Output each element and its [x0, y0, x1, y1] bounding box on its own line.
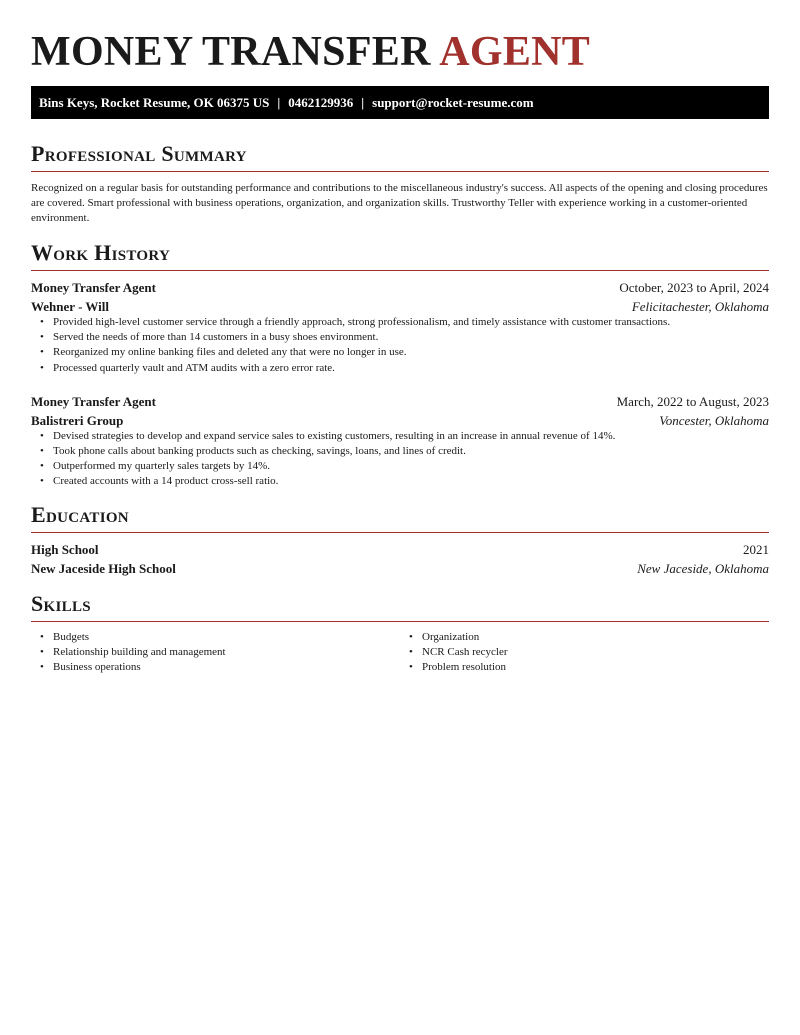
education-section — [31, 502, 769, 577]
section-title-summary: Professional Summary — [31, 141, 247, 166]
list-item: • Created accounts with a 14 product cross-sell ratio. — [53, 474, 769, 489]
list-item: • Devised strategies to develop and expand service sales to existing customers, resulting in an increase in annual revenue of 14%. — [53, 429, 769, 444]
list-item: • Processed quarterly vault and ATM audits with a zero error rate. — [53, 361, 769, 376]
section-title-work-history: Work History — [31, 240, 171, 265]
education-year: 2021 — [743, 541, 769, 557]
job-company-row — [31, 299, 769, 315]
job-dates: March, 2022 to August, 2023 — [616, 393, 769, 409]
education-degree-row — [31, 542, 769, 558]
section-divider — [31, 532, 769, 533]
skills-columns — [31, 630, 769, 676]
education-school: New Jaceside High School — [31, 560, 176, 576]
job-dates: October, 2023 to April, 2024 — [619, 280, 769, 295]
contact-email[interactable]: support@rocket-resume.com — [372, 94, 534, 110]
job-header-row — [31, 280, 769, 296]
contact-separator: | — [277, 94, 281, 110]
section-divider — [31, 270, 769, 271]
job-entry — [31, 394, 769, 490]
skills-list-right — [400, 630, 769, 676]
contact-address: Bins Keys, Rocket Resume, OK 06375 US — [39, 94, 270, 110]
section-divider — [31, 621, 769, 622]
summary-text: Recognized on a regular basis for outstanding performance and contributions to the miscellaneous industry's success. All aspects of the opening and closing procedures are covered. Smart professional with business operations, organization, and organization skills. Trustworthy Teller with experience working in a customer-oriented environment. — [31, 182, 768, 224]
contact-bar — [31, 86, 769, 119]
job-role: Money Transfer Agent — [31, 393, 156, 409]
job-company: Balistreri Group — [31, 412, 124, 428]
education-degree: High School — [31, 541, 99, 557]
skill-item: • Budgets — [53, 630, 400, 645]
contact-separator: | — [361, 94, 365, 110]
list-item: • Served the needs of more than 14 customers in a busy shoes environment. — [53, 330, 769, 345]
skills-list-left — [31, 630, 400, 676]
job-role: Money Transfer Agent — [31, 280, 156, 295]
job-duties-list — [31, 315, 769, 376]
title-first-part: MONEY TRANSFER — [31, 29, 431, 75]
job-company: Wehner - Will — [31, 299, 110, 314]
list-item: • Reorganized my online banking files and deleted any that were no longer in use. — [53, 345, 769, 360]
section-title-skills: Skills — [31, 590, 91, 616]
skill-item: • NCR Cash recycler — [422, 645, 769, 660]
title-accent-part: AGENT — [439, 29, 591, 75]
education-school-row — [31, 561, 769, 577]
job-location: Felicitachester, Oklahoma — [631, 299, 769, 314]
job-company-row — [31, 413, 769, 429]
list-item: • Took phone calls about banking products such as checking, savings, loans, and lines of credit. — [53, 444, 769, 459]
skills-section — [31, 591, 769, 676]
skill-item: • Relationship building and management — [53, 645, 400, 660]
job-header-row — [31, 394, 769, 410]
section-divider — [31, 171, 769, 172]
job-duties-list — [31, 429, 769, 490]
summary-section — [31, 141, 769, 226]
section-title-education: Education — [31, 501, 129, 527]
list-item: • Provided high-level customer service through a friendly approach, strong professionalism, and timely assistance with customer transactions. — [53, 315, 769, 330]
work-history-section — [31, 240, 769, 490]
job-location: Voncester, Oklahoma — [659, 412, 769, 428]
contact-phone[interactable]: 0462129936 — [288, 94, 354, 110]
resume-title — [31, 0, 769, 76]
education-location: New Jaceside, Oklahoma — [637, 560, 769, 576]
list-item: • Outperformed my quarterly sales targets by 14%. — [53, 459, 769, 474]
education-entry — [31, 542, 769, 577]
skill-item: • Organization — [422, 630, 769, 645]
skill-item: • Business operations — [53, 660, 400, 675]
skill-item: • Problem resolution — [422, 660, 769, 675]
job-entry — [31, 280, 769, 376]
